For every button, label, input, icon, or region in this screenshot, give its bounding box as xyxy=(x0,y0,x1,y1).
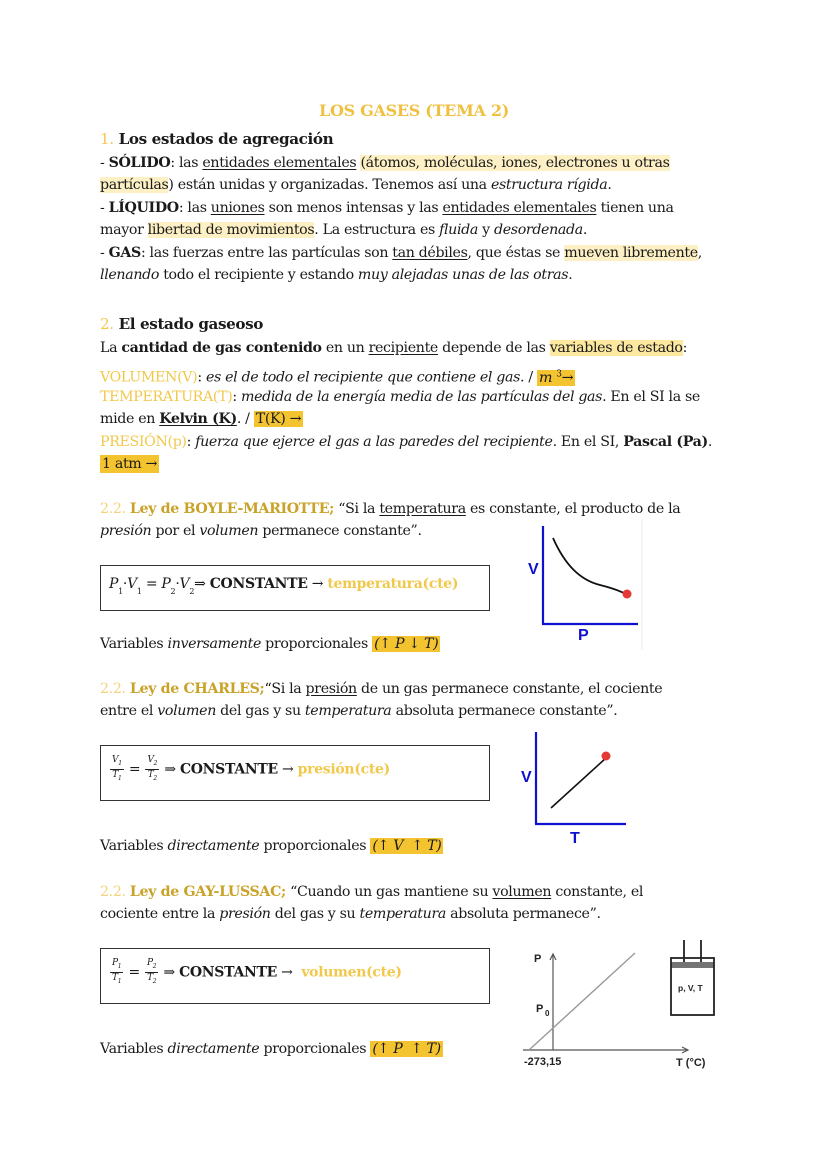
charles-formula-box xyxy=(100,745,490,801)
state-point xyxy=(602,752,611,761)
gaylussac-formula-box xyxy=(100,948,490,1004)
x-axis-label: P xyxy=(578,627,589,644)
charles-law-line-1: 2.2. Ley de CHARLES;“Si la presión de un gas permanece constante, el cociente xyxy=(100,681,663,697)
x-axis-label: T (°C) xyxy=(676,1057,706,1069)
volumen-definition: VOLUMEN(V): es el de todo el recipiente que contiene el gas. / m $^3$→ xyxy=(100,369,574,386)
gaylussac-relation: Variables directamente proporcionales (↑ P ↑ T) xyxy=(100,1041,441,1057)
gas-line-1: - GAS: las fuerzas entre las partículas son tan débiles, que éstas se mueven libremente, xyxy=(100,245,702,261)
volumen-unit-highlight: m $^3$→ xyxy=(538,369,574,386)
pressure-line xyxy=(529,953,635,1050)
boyle-law-line-2: presión por el volumen permanece constante”. xyxy=(100,523,422,539)
temperatura-definition-1: TEMPERATURA(T): medida de la energía media de las partículas del gas. En el SI la se xyxy=(100,389,700,405)
x-axis-label: T xyxy=(570,830,580,847)
presion-unit: 1 atm → xyxy=(102,456,158,472)
gas-line-2: llenando todo el recipiente y estando muy alejadas unas de las otras. xyxy=(100,267,573,283)
gaylussac-law-line-2: cociente entre la presión del gas y su temperatura absoluta permanece”. xyxy=(100,906,601,922)
charles-law-line-2: entre el volumen del gas y su temperatura absoluta permanece constante”. xyxy=(100,703,618,719)
x-intercept-label: -273,15 xyxy=(524,1056,562,1068)
section-2-heading: 2. El estado gaseoso xyxy=(100,315,264,333)
boyle-formula-box xyxy=(100,565,490,611)
boyle-graph xyxy=(520,520,650,650)
piston-cylinder-icon xyxy=(671,940,714,1015)
y-axis-label: V xyxy=(528,561,539,578)
presion-definition: PRESIÓN(p): fuerza que ejerce el gas a las paredes del recipiente. En el SI, Pascal (Pa). xyxy=(100,434,713,450)
gaylussac-formula: $\frac{P_1}{T_1}$ = $\frac{P_2}{T_2}$ ⇒ CONSTANTE → volumen(cte) xyxy=(112,958,402,985)
state-variables-intro: La cantidad de gas contenido en un recipiente depende de las variables de estado: xyxy=(100,340,688,356)
liquido-line-1: - LÍQUIDO: las uniones son menos intensas y las entidades elementales tienen una xyxy=(100,200,674,216)
charles-graph xyxy=(515,728,635,848)
p0-subscript: 0 xyxy=(545,1009,550,1018)
charles-relation: Variables directamente proporcionales (↑ V ↑ T) xyxy=(100,838,442,854)
page-title: LOS GASES (TEMA 2) xyxy=(319,101,509,120)
boyle-formula: $P_1\cdot V_1$ = $P_2\cdot V_2\Rightarrow$ CONSTANTE → temperatura(cte) xyxy=(109,576,459,596)
linear-relation-line xyxy=(551,758,606,808)
p0-label: P xyxy=(536,1003,544,1015)
charles-formula: $\frac{V_1}{T_1}$ = $\frac{V_2}{T_2}$ ⇒ CONSTANTE → presión(cte) xyxy=(112,755,390,782)
hyperbola-curve xyxy=(553,538,627,594)
state-point xyxy=(623,590,632,599)
liquido-line-2: mayor libertad de movimientos. La estructura es fluida y desordenada. xyxy=(100,222,588,238)
y-axis-label: P xyxy=(534,953,542,965)
gaylussac-graph xyxy=(518,940,728,1075)
section-1-heading: 1. Los estados de agregación xyxy=(100,130,334,148)
y-axis-label: V xyxy=(521,769,532,786)
solido-line-1: - SÓLIDO: las entidades elementales (átomos, moléculas, iones, electrones u otras xyxy=(100,155,670,171)
boyle-law-line-1: 2.2. Ley de BOYLE-MARIOTTE; “Si la temperatura es constante, el producto de la xyxy=(100,501,681,517)
temperatura-definition-2: mide en Kelvin (K). / T(K) → xyxy=(100,411,302,427)
cylinder-label: p, V, T xyxy=(678,983,703,993)
gaylussac-law-line-1: 2.2. Ley de GAY-LUSSAC; “Cuando un gas mantiene su volumen constante, el xyxy=(100,884,644,900)
boyle-relation: Variables inversamente proporcionales (↑ P ↓ T) xyxy=(100,636,439,652)
solido-line-2: partículas) están unidas y organizadas. Tenemos así una estructura rígida. xyxy=(100,177,612,193)
